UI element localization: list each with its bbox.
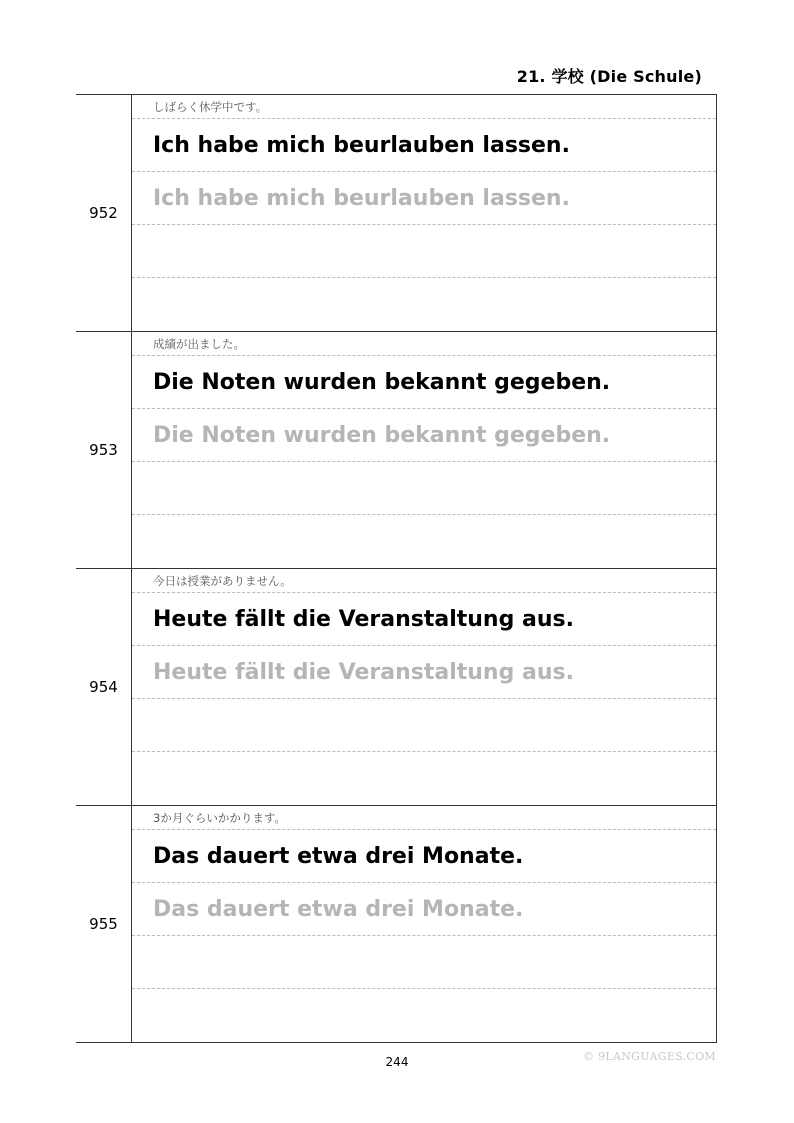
copyright-watermark: © 9LANGUAGES.COM xyxy=(583,1050,716,1063)
entry-number: 955 xyxy=(76,806,132,1042)
entry-lines xyxy=(132,95,717,331)
trace-sentence: Die Noten wurden bekannt gegeben. xyxy=(132,409,716,462)
entry-955 xyxy=(76,805,717,1043)
japanese-sentence: 今日は授業がありません。 xyxy=(132,569,716,593)
entry-number: 952 xyxy=(76,95,132,331)
entry-952 xyxy=(76,94,717,331)
japanese-sentence: 3か月ぐらいかかります。 xyxy=(132,806,716,830)
blank-writing-line xyxy=(132,225,716,278)
german-sentence: Die Noten wurden bekannt gegeben. xyxy=(132,356,716,409)
trace-sentence: Heute fällt die Veranstaltung aus. xyxy=(132,646,716,699)
entry-953 xyxy=(76,331,717,568)
blank-writing-line xyxy=(132,278,716,330)
blank-writing-line xyxy=(132,936,716,989)
entry-number: 954 xyxy=(76,569,132,805)
german-sentence: Ich habe mich beurlauben lassen. xyxy=(132,119,716,172)
german-sentence: Das dauert etwa drei Monate. xyxy=(132,830,716,883)
german-sentence: Heute fällt die Veranstaltung aus. xyxy=(132,593,716,646)
page-title: 21. 学校 (Die Schule) xyxy=(516,67,702,86)
blank-writing-line xyxy=(132,462,716,515)
entry-lines xyxy=(132,569,717,805)
entry-lines xyxy=(132,332,717,568)
japanese-sentence: 成績が出ました。 xyxy=(132,332,716,356)
entry-number: 953 xyxy=(76,332,132,568)
entry-lines xyxy=(132,806,717,1042)
blank-writing-line xyxy=(132,699,716,752)
practice-sheet xyxy=(76,94,717,1043)
page-number: 244 xyxy=(385,1055,409,1069)
blank-writing-line xyxy=(132,752,716,804)
trace-sentence: Das dauert etwa drei Monate. xyxy=(132,883,716,936)
trace-sentence: Ich habe mich beurlauben lassen. xyxy=(132,172,716,225)
entry-954 xyxy=(76,568,717,805)
blank-writing-line xyxy=(132,989,716,1041)
blank-writing-line xyxy=(132,515,716,567)
japanese-sentence: しばらく休学中です。 xyxy=(132,95,716,119)
